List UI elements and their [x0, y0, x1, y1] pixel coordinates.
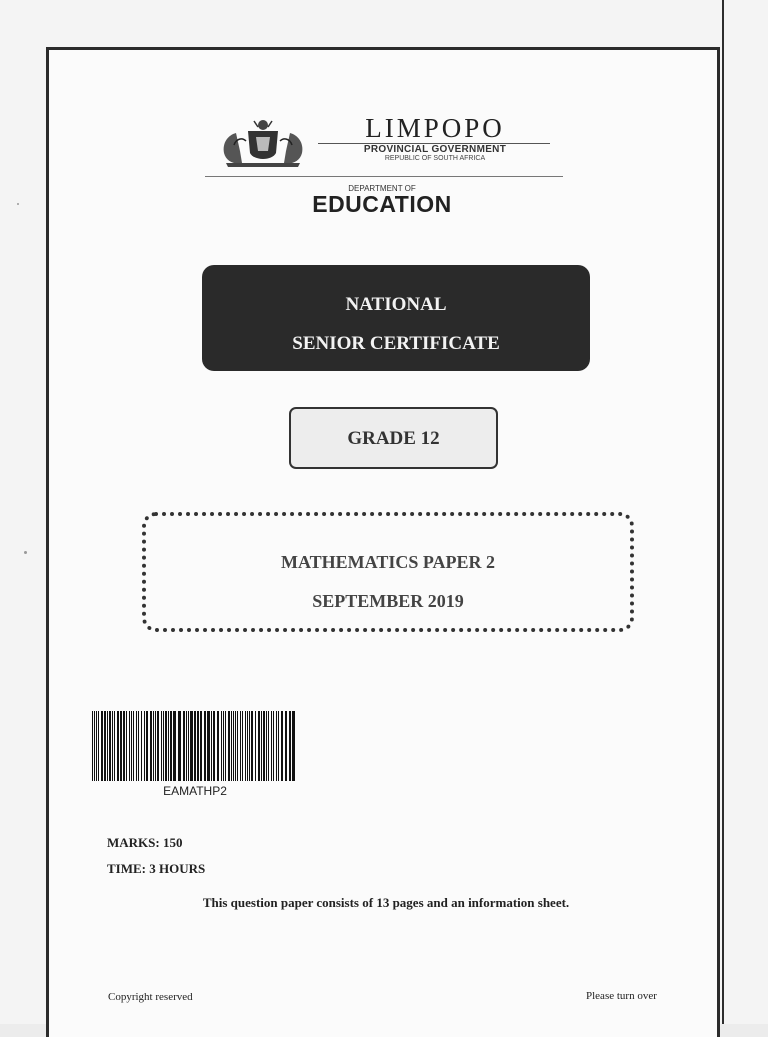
- scan-speck: [24, 551, 27, 554]
- exam-date: SEPTEMBER 2019: [312, 591, 464, 611]
- certificate-line-2: SENIOR CERTIFICATE: [292, 333, 500, 354]
- turn-over-note: Please turn over: [586, 990, 657, 1002]
- scan-edge-line: [722, 0, 724, 1024]
- department-of-label: DEPARTMENT OF: [348, 184, 416, 193]
- barcode-label: EAMATHP2: [163, 784, 227, 798]
- subject-name: MATHEMATICS PAPER 2: [281, 552, 495, 572]
- copyright-notice: Copyright reserved: [108, 991, 193, 1003]
- subject-box: [142, 512, 634, 632]
- scan-speck: [17, 203, 19, 205]
- certificate-line-1: NATIONAL: [345, 294, 447, 315]
- province-name: LIMPOPO: [365, 113, 505, 143]
- grade-label: GRADE 12: [347, 428, 440, 449]
- coat-of-arms-icon: [218, 117, 308, 169]
- government-label: PROVINCIAL GOVERNMENT: [363, 144, 507, 155]
- department-divider: [205, 176, 563, 177]
- certificate-title-box: [202, 265, 590, 371]
- republic-label: REPUBLIC OF SOUTH AFRICA: [384, 155, 486, 162]
- department-name: EDUCATION: [312, 191, 452, 217]
- time-label: TIME: 3 HOURS: [107, 861, 206, 876]
- grade-box: [289, 407, 498, 469]
- barcode-icon: [92, 711, 298, 781]
- marks-label: MARKS: 150: [107, 835, 183, 850]
- page-count-note: This question paper consists of 13 pages and an information sheet.: [202, 895, 570, 910]
